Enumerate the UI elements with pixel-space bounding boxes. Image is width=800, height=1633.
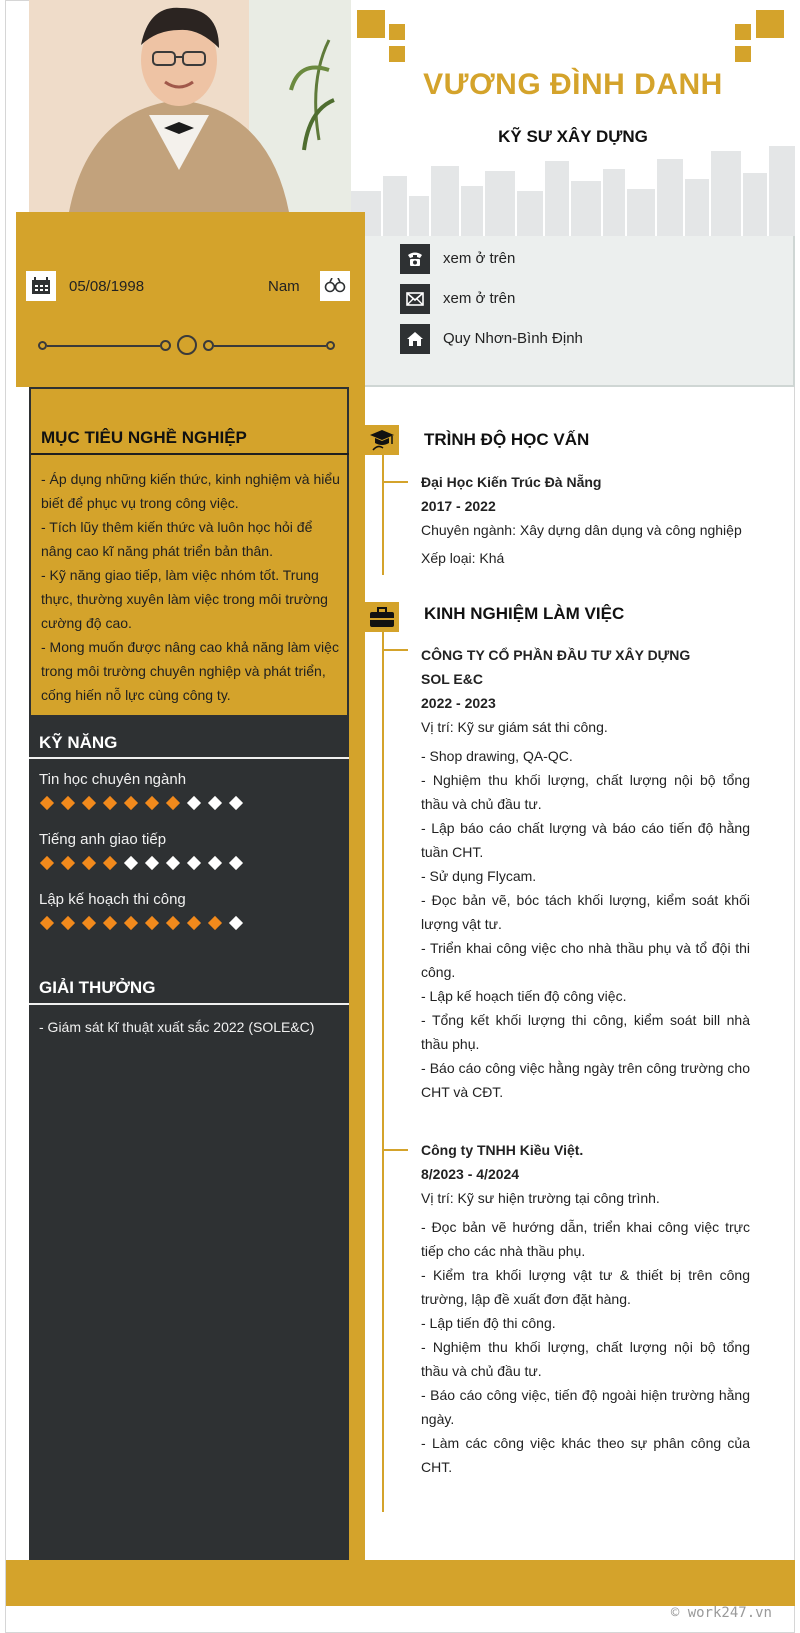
left-sidebar xyxy=(29,387,349,1560)
education-grade: Xếp loại: Khá xyxy=(421,550,505,566)
objective-rule xyxy=(31,453,349,455)
skill-name: Lập kế hoạch thi công xyxy=(39,891,186,908)
phone-icon xyxy=(400,244,430,274)
decor-square xyxy=(389,46,405,62)
decor-square xyxy=(389,24,405,40)
graduation-cap-icon xyxy=(365,425,399,455)
rating-diamond-filled xyxy=(102,795,118,811)
rating-diamond-filled xyxy=(144,795,160,811)
job-tasks: - Shop drawing, QA-QC. - Nghiệm thu khối lượng, chất lượng nội bộ tổng thầu và chủ đầu tư. - Lập báo cáo chất lượng và báo cáo tiến độ hằng tuần CHT. - Sử dụng Flycam. - Đọc bản vẽ, bóc tách khối lượng, kiểm soát khối lượng vật tư. - Triển khai công việc cho nhà thầu phụ và tổ đội thi công. - Lập kế hoạch tiến độ công việc. - Tổng kết khối lượng thi công, kiểm soát bill nhà thầu phụ. - Báo cáo công việc hằng ngày trên công trường cho CHT và CĐT. xyxy=(421,748,750,1100)
objective-line: - Mong muốn được nâng cao khả năng làm việc trong môi trường chuyên nghiệp và phát triển, cống hiến nỗ lực cùng công ty. xyxy=(41,639,339,703)
company-name: Công ty TNHH Kiều Việt. xyxy=(421,1142,584,1158)
objective-heading: MỤC TIÊU NGHỀ NGHIỆP xyxy=(41,428,247,447)
decor-square xyxy=(357,10,385,38)
email-value: xem ở trên xyxy=(443,290,516,307)
rating-diamond-filled xyxy=(144,915,160,931)
rating-diamond-empty xyxy=(186,855,202,871)
gender-icon xyxy=(320,271,350,301)
award-item: - Giám sát kĩ thuật xuất sắc 2022 (SOLE&C) xyxy=(39,1019,315,1035)
experience-timeline xyxy=(382,630,384,1512)
rating-diamond-filled xyxy=(39,795,55,811)
slider-line xyxy=(47,345,160,347)
slider-dot xyxy=(160,340,171,351)
rating-diamond-empty xyxy=(123,855,139,871)
skill-rating xyxy=(39,795,244,811)
briefcase-icon xyxy=(365,602,399,632)
rating-diamond-filled xyxy=(60,855,76,871)
personal-info-band xyxy=(16,212,365,387)
slider-line xyxy=(214,345,326,347)
rating-diamond-empty xyxy=(228,855,244,871)
education-timeline xyxy=(382,455,384,575)
objective-line: - Kỹ năng giao tiếp, làm việc nhóm tốt. Trung thực, thường xuyên làm việc trong môi trường cường độ cao. xyxy=(41,567,328,631)
rating-diamond-filled xyxy=(207,915,223,931)
rating-diamond-filled xyxy=(123,915,139,931)
rating-diamond-filled xyxy=(102,855,118,871)
rating-diamond-empty xyxy=(144,855,160,871)
rating-diamond-empty xyxy=(186,795,202,811)
candidate-name: VƯƠNG ĐÌNH DANH xyxy=(423,68,723,101)
skill-name: Tin học chuyên ngành xyxy=(39,771,187,788)
rating-diamond-empty xyxy=(228,915,244,931)
awards-heading: GIẢI THƯỞNG xyxy=(39,978,156,997)
mail-icon xyxy=(400,284,430,314)
rating-diamond-empty xyxy=(228,795,244,811)
job-position: Vị trí: Kỹ sư giám sát thi công. xyxy=(421,719,608,735)
skills-heading: KỸ NĂNG xyxy=(39,733,118,752)
rating-diamond-filled xyxy=(186,915,202,931)
objective-line: - Áp dụng những kiến thức, kinh nghiệm và hiểu biết để phục vụ trong công việc. xyxy=(41,471,340,511)
job-period: 2022 - 2023 xyxy=(421,695,496,711)
rating-diamond-filled xyxy=(39,855,55,871)
rating-diamond-filled xyxy=(60,915,76,931)
rating-diamond-filled xyxy=(165,795,181,811)
skill-rating xyxy=(39,855,244,871)
rating-diamond-filled xyxy=(165,915,181,931)
birth-date: 05/08/1998 xyxy=(69,278,145,295)
job-position: Vị trí: Kỹ sư hiện trường tại công trình. xyxy=(421,1190,660,1206)
skills-awards-section xyxy=(29,715,349,1560)
phone-value: xem ở trên xyxy=(443,250,516,267)
decor-square xyxy=(756,10,784,38)
rating-diamond-filled xyxy=(39,915,55,931)
job-title: KỸ SƯ XÂY DỰNG xyxy=(498,127,648,146)
header-panel xyxy=(351,0,795,236)
school-name: Đại Học Kiến Trúc Đà Nẵng xyxy=(421,474,602,490)
awards-rule xyxy=(29,1003,349,1005)
education-major: Chuyên ngành: Xây dựng dân dụng và công nghiệp xyxy=(421,522,742,538)
slider-dot xyxy=(38,341,47,350)
rating-diamond-empty xyxy=(165,855,181,871)
rating-diamond-filled xyxy=(81,795,97,811)
rating-diamond-filled xyxy=(102,915,118,931)
contact-panel xyxy=(365,236,795,387)
calendar-icon xyxy=(26,271,56,301)
job-period: 8/2023 - 4/2024 xyxy=(421,1166,520,1182)
watermark: © work247.vn xyxy=(670,1605,772,1621)
rating-diamond-empty xyxy=(207,855,223,871)
profile-photo xyxy=(29,0,351,212)
education-heading: TRÌNH ĐỘ HỌC VẤN xyxy=(424,430,590,449)
objective-line: - Tích lũy thêm kiến thức và luôn học hỏi để nâng cao kĩ năng phát triển bản thân. xyxy=(41,519,313,559)
home-icon xyxy=(400,324,430,354)
gender-value: Nam xyxy=(268,278,300,295)
skills-rule xyxy=(29,757,349,759)
rating-diamond-filled xyxy=(81,915,97,931)
experience-heading: KINH NGHIỆM LÀM VIỆC xyxy=(424,604,625,623)
timeline-tick xyxy=(382,1149,408,1151)
footer-bar xyxy=(6,1560,795,1606)
address-value: Quy Nhơn-Bình Định xyxy=(443,330,583,347)
decor-square xyxy=(735,24,751,40)
rating-diamond-filled xyxy=(123,795,139,811)
city-skyline-illustration xyxy=(351,141,795,236)
job-tasks: - Đọc bản vẽ hướng dẫn, triển khai công việc trực tiếp cho các nhà thầu phụ. - Kiểm tra khối lượng vật tư & thiết bị trên công trường, lập đề xuất đơn đặt hàng. - Lập tiến độ thi công. - Nghiệm thu khối lượng, chất lượng nội bộ tổng thầu và chủ đầu tư. - Báo cáo công việc, tiến độ ngoài hiện trường hằng ngày. - Làm các công việc khác theo sự phân công của CHT. xyxy=(421,1219,750,1475)
slider-dot xyxy=(177,335,197,355)
rating-diamond-empty xyxy=(207,795,223,811)
timeline-tick xyxy=(382,481,408,483)
timeline-tick xyxy=(382,649,408,651)
slider-dot xyxy=(203,340,214,351)
column-divider xyxy=(349,387,365,1560)
skill-name: Tiếng anh giao tiếp xyxy=(39,831,167,848)
rating-diamond-filled xyxy=(81,855,97,871)
slider-dot xyxy=(326,341,335,350)
objective-text xyxy=(41,467,341,707)
decor-square xyxy=(735,46,751,62)
objective-section xyxy=(29,387,349,715)
company-name: CÔNG TY CỔ PHẦN ĐẦU TƯ XÂY DỰNG SOL E&C xyxy=(421,647,691,687)
rating-diamond-filled xyxy=(60,795,76,811)
education-years: 2017 - 2022 xyxy=(421,498,496,514)
skill-rating xyxy=(39,915,244,931)
